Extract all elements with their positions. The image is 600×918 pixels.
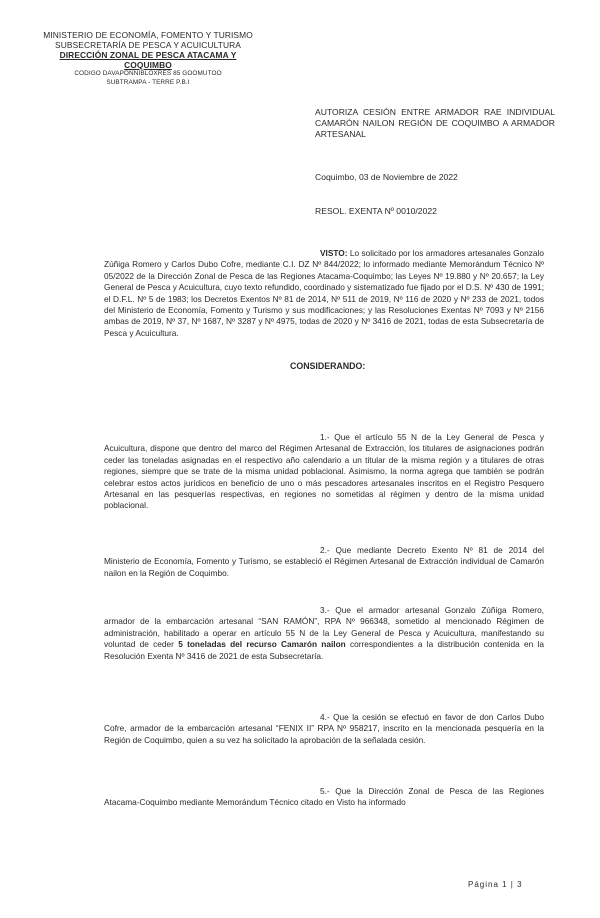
- resolution-number: RESOL. EXENTA Nº 0010/2022: [315, 206, 437, 216]
- considerando-2: [104, 545, 544, 579]
- considerando-2-text: del Ministerio de Economía, Fomento y Turismo, se estableció el Régimen Artesanal de Extracción individual de Camarón nailon en la Región de Coquimbo.: [104, 545, 544, 578]
- considerando-1: [104, 432, 544, 512]
- considerando-3-text-a: Romero, armador de la embarcación artesanal “SAN RAMÓN”, RPA Nº 966348, sometido al mencionado Régimen de administración, habilitado a operar en artículo 55 N de la Ley General de Pesca y Acuicultura, manifestando su voluntad de ceder: [104, 605, 544, 650]
- visto-text-2: Gonzalo Zúñiga Romero y Carlos Dubo Cofre, mediante C.I. DZ Nº 844/2022; lo informado mediante Memorándum Técnico Nº 05/2022 de la Dirección Zonal de Pesca de las Regiones Atacama-Coquimbo; las Leyes Nº 19.880 y Nº 20.657; la Ley General de Pesca y Acuicultura, cuyo texto refundido, coordinado y sistematizado fue fijado por el D.S. Nº 430 de 1991; el D.F.L. Nº 5 de 1983; los Decretos Exentos Nº 81 de 2014, Nº 511 de 2019, Nº 116 de 2020 y Nº 233 de 2021, todos del Ministerio de Economía, Fomento y Turismo y sus modificaciones; y las Resoluciones Exentas Nº 7093 y Nº 2156 ambas de 2019, Nº 37, Nº 1687, Nº 3287 y Nº 4975, todas de 2020 y Nº 3416 de 2021, todas de esta Subsecretaría de Pesca y Acuicultura.: [104, 248, 544, 338]
- subsecretariat-name: SUBSECRETARÍA DE PESCA Y ACUICULTURA: [55, 40, 241, 50]
- considerando-4: [104, 712, 544, 746]
- zonal-direction-name: DIRECCIÓN ZONAL DE PESCA ATACAMA Y: [59, 50, 237, 60]
- letterhead-subcode: SUBTRAMPA - TERRE P.B.I: [106, 78, 190, 86]
- considerando-3-text-b: correspondientes a la distribución contenida en la Resolución Exenta Nº 3416 de 2021 de esta Subsecretaría.: [104, 639, 544, 661]
- letterhead-code: CODIGO DAVAPONNIBLOXRES 85 GOOMUTOO: [74, 70, 222, 77]
- considerando-1-lead: 1.- Que el artículo 55 N de la Ley General de Pesca: [320, 432, 536, 442]
- visto-lead: VISTO:: [320, 248, 348, 258]
- zonal-direction-region: COQUIMBO: [124, 60, 172, 70]
- considerando-4-text: Dubo Cofre, armador de la embarcación artesanal “FENIX II” RPA Nº 958217, inscrito en la mencionada pesquería en la Región de Coquimbo, quien a su vez ha solicitado la aprobación de la señalada cesión.: [104, 712, 544, 745]
- considerando-5-lead: 5.- Que la Dirección Zonal de Pesca de las: [320, 786, 504, 796]
- considerando-5-text: Regiones Atacama-Coquimbo mediante Memorándum Técnico citado en Visto ha informado: [104, 786, 544, 808]
- considerando-4-lead: 4.- Que la cesión se efectuó en favor de don Carlos: [320, 712, 521, 722]
- considerando-3: [104, 605, 544, 662]
- date-line: Coquimbo, 03 de Noviembre de 2022: [315, 172, 458, 182]
- considerando-5: [104, 786, 544, 809]
- considerando-1-text: y Acuicultura, dispone que dentro del marco del Régimen Artesanal de Extracción, los titulares de asignaciones podrán ceder las toneladas asignadas en el respectivo año calendario a un titular de la misma región y a titulares de otras regiones, siempre que se trate de la misma unidad poblacional. Asimismo, la norma agrega que también se podrán celebrar estos actos jurídicos en beneficio de uno o más pescadores artesanales inscritos en el Registro Pesquero Artesanal en las pesquerías respectivas, en regiones no sometidas al régimen y dentro de la misma unidad poblacional.: [104, 432, 544, 511]
- letterhead: [28, 30, 268, 87]
- resolution-subject: AUTORIZA CESIÓN ENTRE ARMADOR RAE INDIVIDUAL CAMARÓN NAILON REGIÓN DE COQUIMBO A ARMADOR ARTESANAL: [315, 107, 555, 139]
- considerando-2-lead: 2.- Que mediante Decreto Exento Nº 81 de 2014: [320, 545, 528, 555]
- visto-text-1: Lo solicitado por los armadores artesanales: [347, 248, 511, 258]
- visto-paragraph: [104, 248, 544, 339]
- considerando-3-text-bold: 5 toneladas del recurso Camarón nailon: [178, 639, 346, 650]
- ministry-name: MINISTERIO DE ECONOMÍA, FOMENTO Y TURISMO: [43, 30, 253, 40]
- considerando-3-lead: 3.- Que el armador artesanal Gonzalo Zúñiga: [320, 605, 507, 615]
- considerando-heading: CONSIDERANDO:: [290, 361, 366, 371]
- page-number: Página 1 | 3: [468, 880, 523, 889]
